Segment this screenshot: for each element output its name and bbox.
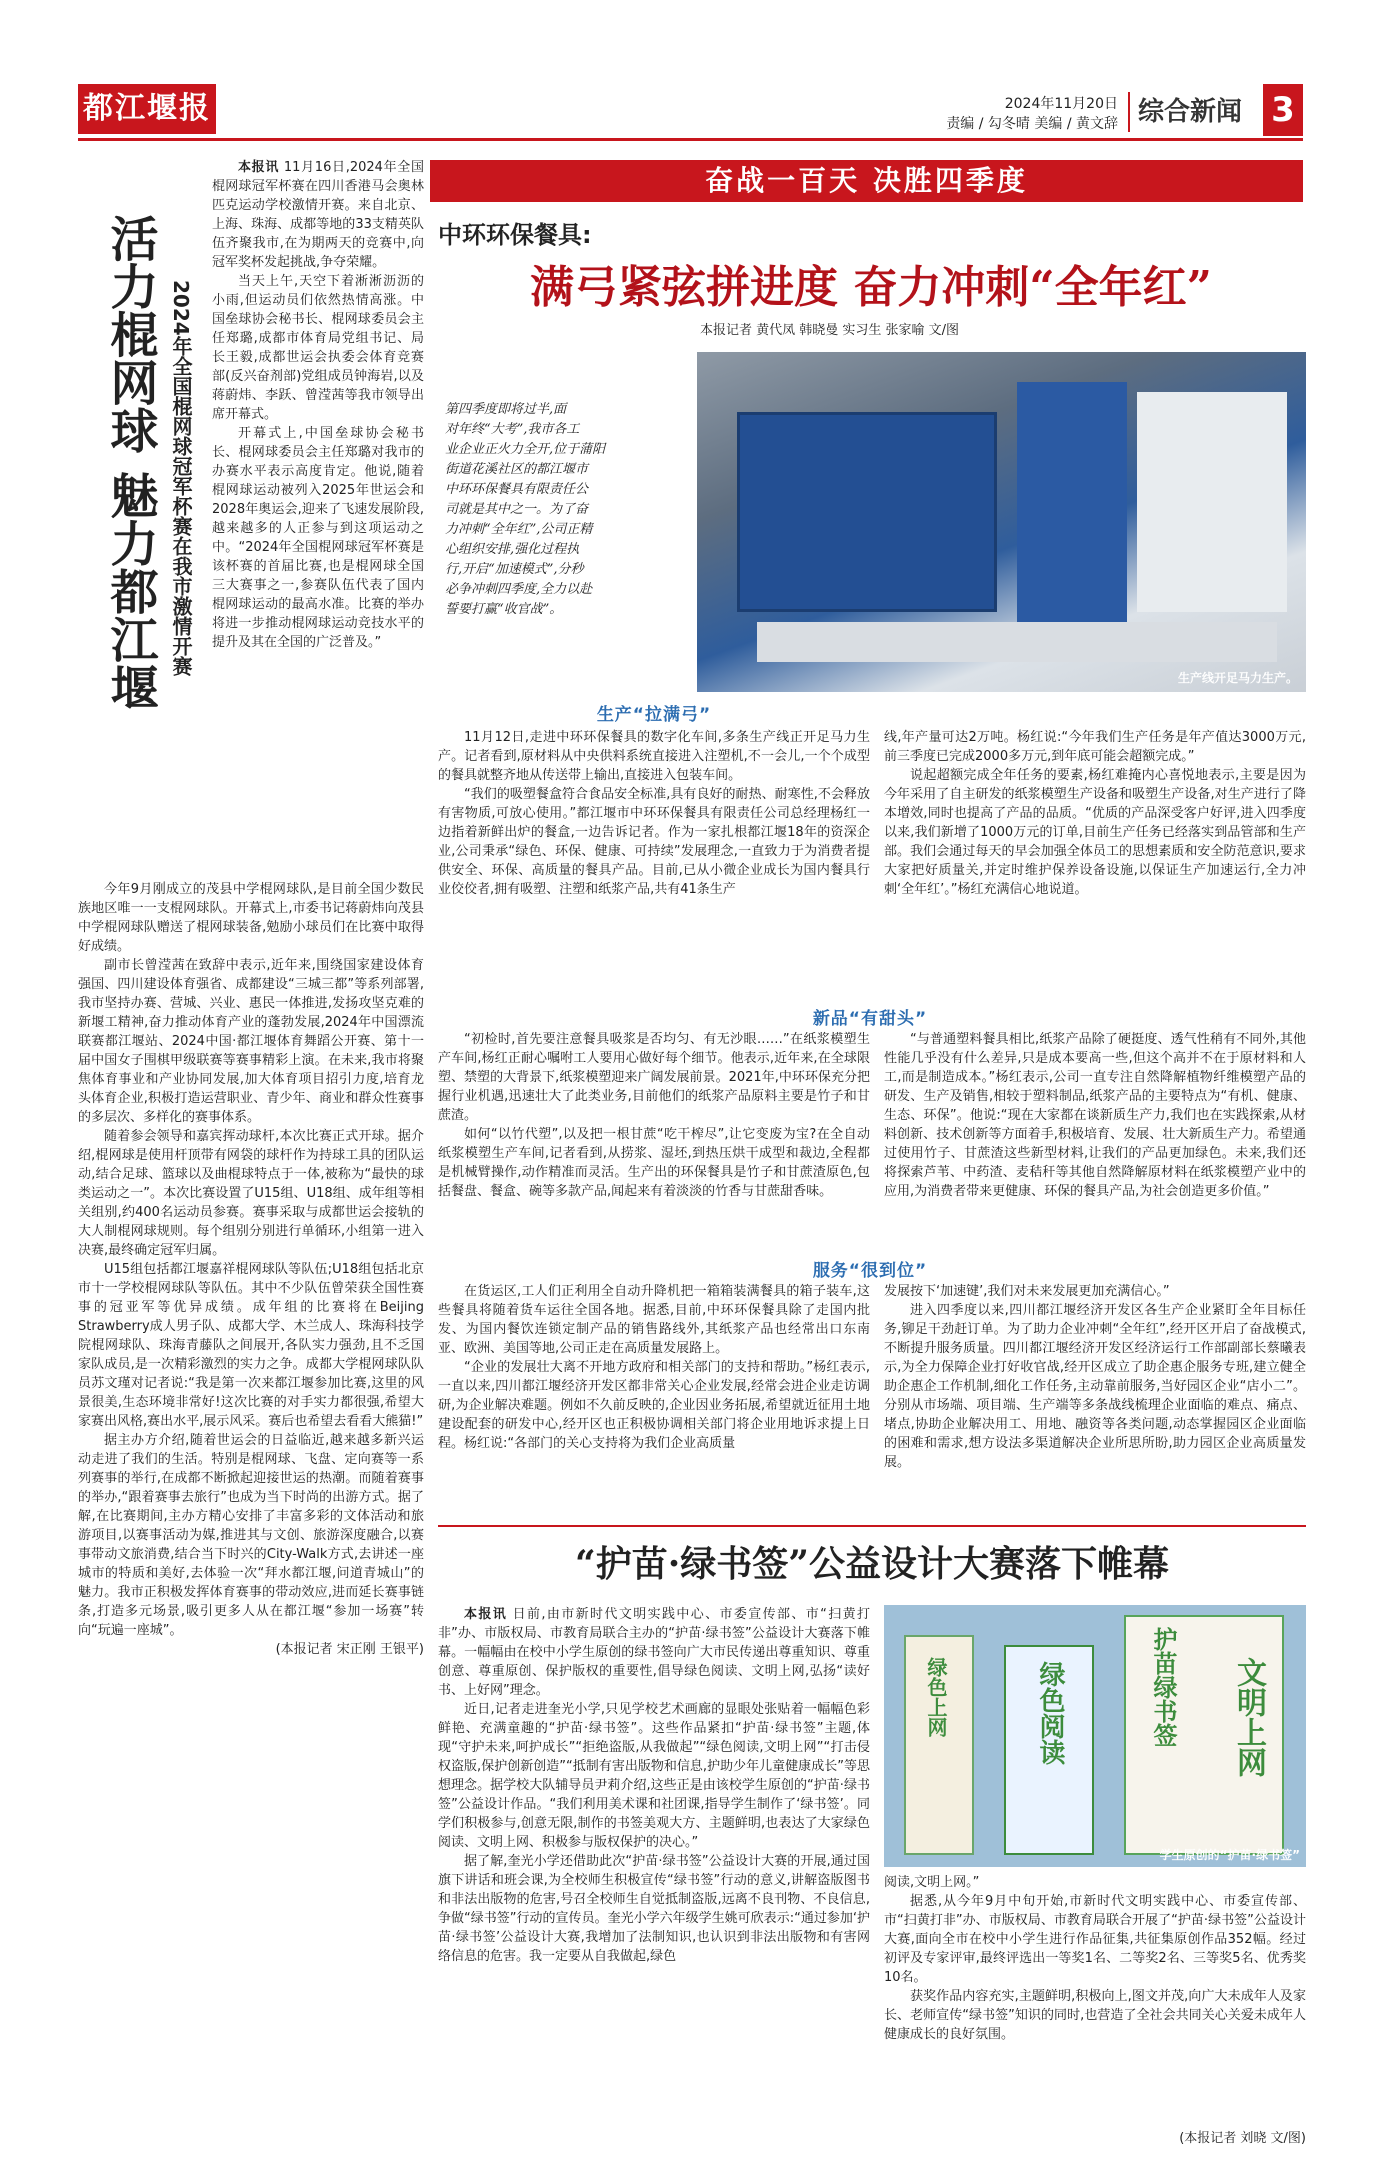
story1-column-4 — [884, 1030, 1306, 1245]
lede-line: 誓要打赢“收官战”。 — [445, 602, 563, 617]
paragraph: “企业的发展壮大离不开地方政府和相关部门的支持和帮助。”杨红表示,一直以来,四川都江堰经济开发区都非常关心企业发展,经常会进企业走访调研,为企业解决难题。例如不久前反映的,企业因业务拓展,希望就近征用土地建设配套的研发中心,经开区也正积极协调相关部门将企业用地诉求提上日程。杨红说:“各部门的关心支持将为我们企业高质量 — [438, 1360, 870, 1451]
bookmark-text: 绿色上网 — [924, 1657, 948, 1737]
lede-line: 中环环保餐具有限责任公 — [445, 482, 589, 497]
story2-title: 活力棍网球 魅力都江堰 — [102, 214, 158, 711]
issue-info — [900, 94, 1118, 134]
paragraph: 发展按下‘加速键’,我们对未来发展更加充满信心。” — [884, 1284, 1170, 1299]
paragraph: “与普通塑料餐具相比,纸浆产品除了硬挺度、透气性稍有不同外,其他性能几乎没有什么差异,只是成本要高一些,但这个高并不在于原材料和人工,而是制造成本。”杨红表示,公司一直专注自然降解植物纤维模塑产品的研发、生产及销售,相较于塑料制品,纸浆产品的主要特点为“有机、健康、生态、环保”。他说:“现在大家都在谈新质生产力,我们也在实践探索,从材料创新、技术创新等方面着手,积极培育、发展、壮大新质生产力。希望通过使用竹子、甘蔗渣这些新型材料,让我们的产品更加绿色。未来,我们还将探索芦苇、中药渣、麦秸秆等其他自然降解原材料在纸浆模塑产业中的应用,为消费者带来更健康、环保的餐具产品,为社会创造更多价值。” — [884, 1032, 1306, 1199]
paragraph: 进入四季度以来,四川都江堰经济开发区各生产企业紧盯全年目标任务,铆足干劲赶订单。为了助力企业冲刺“全年红”,经开区开启了奋战模式,不断提升服务质量。四川都江堰经济开发区经济运行工作部副部长蔡曦表示,为全力保障企业打好收官战,经开区成立了助企惠企服务专班,建立健全助企惠企工作机制,细化工作任务,主动靠前服务,当好园区企业“店小二”。分别从市场端、项目端、生产端等多条战线梳理企业面临的难点、痛点、堵点,协助企业解决用工、用地、融资等各类问题,动态掌握园区企业面临的困难和需求,想方设法多渠道解决企业所思所盼,助力园区企业高质量发展。 — [884, 1303, 1306, 1470]
page-number: 3 — [1263, 84, 1303, 136]
paragraph: U15组包括都江堰嘉祥棍网球队等队伍;U18组包括北京市十一学校棍网球队等队伍。其中不少队伍曾荣获全国性赛事的冠亚军等优异成绩。成年组的比赛将在Beijing Strawberry成人男子队、成都大学、木兰成人、珠海科技学院棍网球队、珠海青藤队之间展开,各队实力强劲,且不乏国家队成员,是一次精彩激烈的实力之争。成都大学棍网球队队员苏文瑾对记者说:“我是第一次来都江堰参加比赛,这里的风景很美,生态环境非常好!这次比赛的对手实力都很强,希望大家赛出风格,赛出水平,展示风采。赛后也希望去看看大熊猫!” — [78, 1262, 424, 1429]
injection-machine — [737, 412, 997, 612]
paragraph-text: 11月16日,2024年全国棍网球冠军杯赛在四川香港马会奥林匹克运动学校激情开赛。来自北京、上海、珠海、成都等地的33支精英队伍齐聚我市,在为期两天的竞赛中,向冠军奖杯发起挑战,争夺荣耀。 — [212, 160, 424, 270]
story1-column-5 — [438, 1282, 870, 1510]
paragraph: 据了解,奎光小学还借助此次“护苗·绿书签”公益设计大赛的开展,通过国旗下讲话和班会课,为全校师生积极宣传“绿书签”行动的意义,讲解盗版图书和非法出版物的危害,号召全校师生自觉抵制盗版,远离不良刊物、不良信息,争做“绿书签”行动的宣传员。奎光小学六年级学生姚可欣表示:“通过参加‘护苗·绿书签’公益设计大赛,我增加了法制知识,也认识到非法出版物和有害网络信息的危害。我一定要从自我做起,绿色 — [438, 1854, 870, 1964]
story1-column-3 — [438, 1030, 870, 1245]
issue-date: 2024年11月20日 — [1004, 96, 1118, 112]
lede-line: 业企业正火力全开,位于蒲阳 — [445, 442, 606, 457]
paragraph: 据主办方介绍,随着世运会的日益临近,越来越多新兴运动走进了我们的生活。特别是棍网球、飞盘、定向赛等一系列赛事的举行,在成都不断掀起迎接世运的热潮。而随着赛事的举办,“跟着赛事去旅行”也成为当下时尚的出游方式。据了解,在比赛期间,主办方精心安排了丰富多彩的文体活动和旅游项目,以赛事活动为媒,推进其与文创、旅游深度融合,以赛事带动文旅消费,结合当下时兴的City-Walk方式,去讲述一座城市的特质和美好,去体验一次“拜水都江堰,问道青城山”的魅力。我市正积极发挥体育赛事的带动效应,进而延长赛事链条,打造多元场景,吸引更多人从在都江堰“参加一场赛”转向“玩遍一座城”。 — [78, 1433, 424, 1638]
bookmark — [1124, 1615, 1284, 1855]
paragraph: 在货运区,工人们正利用全自动升降机把一箱箱装满餐具的箱子装车,这些餐具将随着货车运往全国各地。据悉,目前,中环环保餐具除了走国内批发、为国内餐饮连锁定制产品的销售路线外,其纸浆产品也经常出口东南亚、欧洲、美国等地,公司正走在高质量发展路上。 — [438, 1284, 870, 1356]
paragraph — [212, 158, 424, 272]
paragraph — [438, 1605, 870, 1700]
paragraph: 线,年产量可达2万吨。杨红说:“今年我们生产任务是年产值达3000万元,前三季度已完成2000多万元,到年底可能会超额完成。” — [884, 730, 1306, 764]
story1-kicker: 中环环保餐具: — [438, 221, 592, 249]
story2-subtitle: 2024年全国棍网球冠军杯赛在我市激情开赛 — [169, 280, 193, 676]
subhead-production: 生产“拉满弓” — [596, 705, 712, 725]
story1-byline: 本报记者 黄代凤 韩晓曼 实习生 张家喻 文/图 — [700, 323, 960, 338]
lede-line: 行,开启“加速模式”,分秒 — [445, 562, 584, 577]
bookmark-text: 文明上网 — [1231, 1657, 1266, 1777]
header-rule — [78, 138, 1303, 141]
masthead-logo: 都江堰报 — [78, 84, 216, 134]
photo-caption: 学生原创的“护苗·绿书签” — [1159, 1848, 1300, 1862]
bookmark — [1004, 1645, 1094, 1855]
campaign-banner: 奋战一百天 决胜四季度 — [430, 160, 1303, 202]
paragraph: 据悉,从今年9月中旬开始,市新时代文明实践中心、市委宣传部、市“扫黄打非”办、市版权局、市教育局联合开展了“护苗·绿书签”公益设计大赛,面向全市在校中小学生进行作品征集,共征集原创作品352幅。经过初评及专家评审,最终评选出一等奖1名、二等奖2名、三等奖5名、优秀奖10名。 — [884, 1894, 1306, 1985]
robot-arm — [1017, 382, 1127, 642]
factory-photo — [697, 352, 1306, 692]
story1-headline: 满弓紧弦拼进度 奋力冲刺“全年红” — [530, 262, 1212, 313]
lead-tag: 本报讯 — [464, 1607, 508, 1622]
lede-line: 司就是其中之一。为了奋 — [445, 502, 589, 517]
paragraph: “我们的吸塑餐盒符合食品安全标准,具有良好的耐热、耐寒性,不会释放有害物质,可放心使用。”都江堰市中环环保餐具有限责任公司总经理杨红一边指着新鲜出炉的餐盒,一边告诉记者。作为一家扎根都江堰18年的资深企业,公司秉承“绿色、环保、健康、可持续”发展理念,一直致力于为消费者提供安全、环保、高质量的餐具产品。目前,已从小微企业成长为国内餐具行业佼佼者,拥有吸塑、注塑和纸浆产品,共有41条生产 — [438, 787, 870, 897]
lede-line: 第四季度即将过半,面 — [445, 402, 567, 417]
floor — [757, 622, 1277, 662]
editor-credits: 责编 / 勾冬晴 美编 / 黄文辞 — [946, 116, 1118, 132]
lede-line: 对年终“大考”,我市各工 — [445, 422, 580, 437]
section-name: 综合新闻 — [1128, 92, 1258, 132]
story1-column-6 — [884, 1282, 1306, 1510]
story1-column-1 — [438, 728, 870, 998]
story3-headline: “护苗·绿书签”公益设计大赛落下帷幕 — [575, 1543, 1169, 1585]
subhead-newproduct: 新品“有甜头” — [812, 1009, 928, 1029]
photo-caption: 生产线开足马力生产。 — [1177, 671, 1298, 685]
story3-byline: (本报记者 刘晓 文/图) — [1179, 2131, 1306, 2146]
story1-column-2 — [884, 728, 1306, 998]
bookmark-text: 绿色阅读 — [1035, 1661, 1065, 1765]
story1-lede — [445, 400, 685, 620]
story2-byline: (本报记者 宋正刚 王银平) — [275, 1642, 424, 1657]
product-stack — [1137, 392, 1287, 612]
paragraph: 今年9月刚成立的茂县中学棍网球队,是目前全国少数民族地区唯一一支棍网球队。开幕式上,市委书记蒋蔚炜向茂县中学棍网球队赠送了棍网球装备,勉励小球员们在比赛中取得好成绩。 — [78, 882, 424, 954]
paragraph: 如何“以竹代塑”,以及把一根甘蔗“吃干榨尽”,让它变废为宝?在全自动纸浆模塑生产车间,记者看到,从捞浆、湿坯,到热压烘干成型和裁边,全程都是机械臂操作,动作精准而灵活。生产出的环保餐具是竹子和甘蔗渣原色,包括餐盘、餐盒、碗等多款产品,闻起来有着淡淡的竹香与甘蔗甜香味。 — [438, 1127, 870, 1199]
subhead-service: 服务“很到位” — [812, 1261, 928, 1281]
story3-column-2 — [884, 1873, 1306, 2093]
paragraph: “初检时,首先要注意餐具吸浆是否均匀、有无沙眼……”在纸浆模塑生产车间,杨红正耐心嘱咐工人要用心做好每个细节。他表示,近年来,在全球限塑、禁塑的大背景下,纸浆模塑迎来广阔发展前景。2021年,中环环保充分把握行业机遇,迅速壮大了此类业务,目前他们的纸浆产品原料主要是竹子和甘蔗渣。 — [438, 1032, 870, 1123]
lede-line: 心组织安排,强化过程执 — [445, 542, 580, 557]
lede-line: 力冲刺“全年红”,公司正精 — [445, 522, 593, 537]
bookmark — [904, 1635, 974, 1855]
story3-column-1 — [438, 1605, 870, 2130]
paragraph: 11月12日,走进中环环保餐具的数字化车间,多条生产线正开足马力生产。记者看到,原材料从中央供料系统直接进入注塑机,不一会儿,一个个成型的餐具就整齐地从传送带上输出,直接进入包装车间。 — [438, 730, 870, 783]
lede-line: 街道花溪社区的都江堰市 — [445, 462, 589, 477]
lede-line: 必争冲刺四季度,全力以赴 — [445, 582, 593, 597]
paragraph: 当天上午,天空下着淅淅沥沥的小雨,但运动员们依然热情高涨。中国垒球协会秘书长、棍网球委员会主任郑璐,成都市体育局党组书记、局长王毅,成都世运会执委会体育竞赛部(反兴奋剂部)党组成员钟海岩,以及蒋蔚炜、李跃、曾滢茜等我市领导出席开幕式。 — [212, 274, 424, 422]
paragraph: 开幕式上,中国垒球协会秘书长、棍网球委员会主任郑璐对我市的办赛水平表示高度肯定。他说,随着棍网球运动被列入2025年世运会和2028年奥运会,迎来了飞速发展阶段,越来越多的人正参与到这项运动之中。“2024年全国棍网球冠军杯赛是该杯赛的首届比赛,也是棍网球全国三大赛事之一,参赛队伍代表了国内棍网球运动的最高水准。比赛的举办将进一步推动棍网球运动竞技水平的提升及其在全国的广泛普及。” — [212, 426, 424, 650]
section-divider — [438, 1525, 1306, 1527]
paragraph: 说起超额完成全年任务的要素,杨红难掩内心喜悦地表示,主要是因为今年采用了自主研发的纸浆模塑生产设备和吸塑生产设备,对生产进行了降本增效,同时也提高了产品的品质。“优质的产品深受客户好评,进入四季度以来,我们新增了1000万元的订单,目前生产任务已经落实到品管部和生产部。我们会通过每天的早会加强全体员工的思想素质和安全防范意识,要求大家把好质量关,并定时维护保养设备设施,以保证生产加速运行,全力冲刺‘全年红’。”杨红充满信心地说道。 — [884, 768, 1306, 897]
story2-column-2 — [78, 880, 424, 2173]
lead-tag: 本报讯 — [238, 160, 280, 175]
paragraph: 阅读,文明上网。” — [884, 1875, 980, 1890]
paragraph: 随着参会领导和嘉宾挥动球杆,本次比赛正式开球。据介绍,棍网球是使用杆顶带有网袋的球杆作为持球工具的团队运动,结合足球、篮球以及曲棍球特点于一体,被称为“最快的球类运动之一”。本次比赛设置了U15组、U18组、成年组等相关组别,约400名运动员参赛。赛事采取与成都世运会接轨的大人制棍网球规则。每个组别分别进行单循环,小组第一进入决赛,最终确定冠军归属。 — [78, 1129, 424, 1258]
bookmark-text: 护苗绿书签 — [1149, 1627, 1177, 1747]
story2-column-1 — [212, 158, 424, 878]
paragraph: 获奖作品内容充实,主题鲜明,积极向上,图文并茂,向广大未成年人及家长、老师宣传“绿书签”知识的同时,也营造了全社会共同关心关爱未成年人健康成长的良好氛围。 — [884, 1989, 1306, 2042]
paragraph: 近日,记者走进奎光小学,只见学校艺术画廊的显眼处张贴着一幅幅色彩鲜艳、充满童趣的“护苗·绿书签”。这些作品紧扣“护苗·绿书签”主题,体现“守护未来,呵护成长”“拒绝盗版,从我做起”“绿色阅读,文明上网”“打击侵权盗版,保护创新创造”“抵制有害出版物和信息,护助少年儿童健康成长”等思想理念。据学校大队辅导员尹莉介绍,这些正是由该校学生原创的“护苗·绿书签”公益设计作品。“我们利用美术课和社团课,指导学生制作了‘绿书签’。同学们积极参与,创意无限,制作的书签美观大方、主题鲜明,也表达了大家绿色阅读、文明上网、积极参与版权保护的决心。” — [438, 1702, 870, 1850]
paragraph-text: 日前,由市新时代文明实践中心、市委宣传部、市“扫黄打非”办、市版权局、市教育局联合主办的“护苗·绿书签”公益设计大赛落下帷幕。一幅幅由在校中小学生原创的绿书签向广大市民传递出尊重知识、尊重创意、尊重原创、保护版权的重要性,倡导绿色阅读、文明上网,弘扬“读好书、上好网”理念。 — [438, 1607, 870, 1698]
paragraph: 副市长曾滢茜在致辞中表示,近年来,围绕国家建设体育强国、四川建设体育强省、成都建设“三城三都”等系列部署,我市坚持办赛、营城、兴业、惠民一体推进,发扬攻坚克难的新堰工精神,奋力推动体育产业的蓬勃发展,2024年中国漂流联赛都江堰站、2024中国·都江堰体育舞蹈公开赛、第十一届中国女子围棋甲级联赛等赛事精彩上演。在未来,我市将聚焦体育事业和产业协同发展,加大体育项目招引力度,培育龙头体育企业,积极打造运营职业、青少年、商业和群众性赛事的多层次、多样化的赛事体系。 — [78, 958, 424, 1125]
bookmark-photo — [884, 1605, 1306, 1867]
